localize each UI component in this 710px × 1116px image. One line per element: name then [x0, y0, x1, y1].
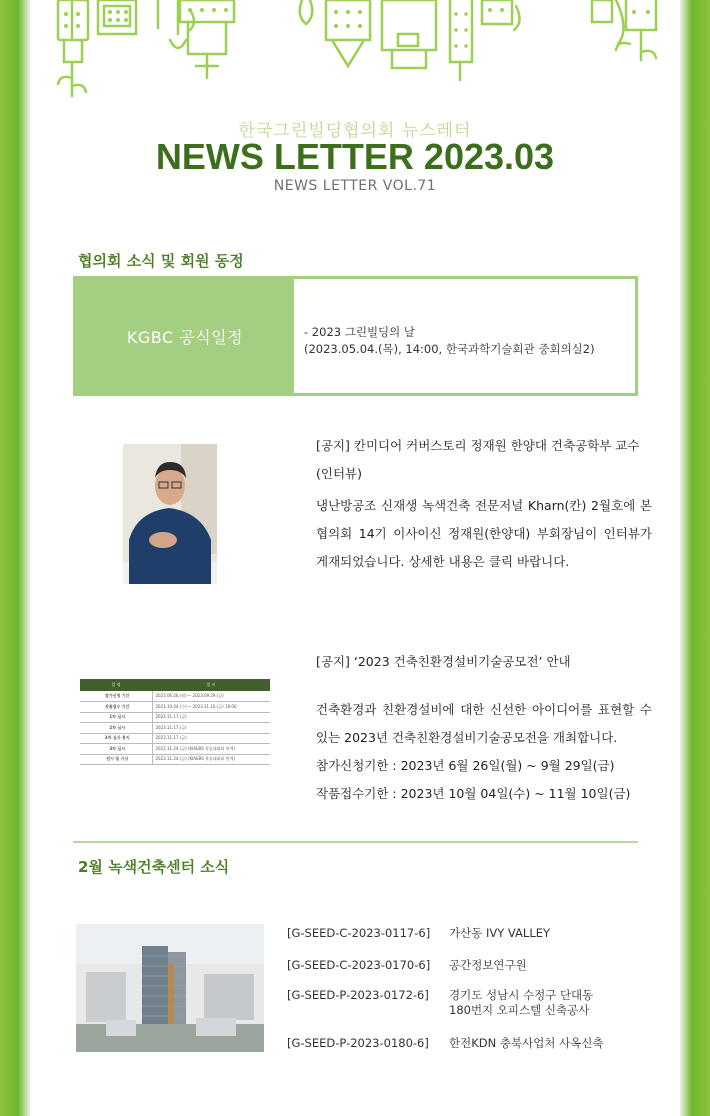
table-row	[80, 744, 270, 755]
kgbc-schedule-box[interactable]	[73, 276, 638, 396]
certification-code: [G-SEED-P-2023-0172-6]	[287, 988, 429, 1002]
table-cell: 전시 및 시상	[80, 754, 152, 765]
certification-code: [G-SEED-P-2023-0180-6]	[287, 1036, 429, 1050]
table-row	[80, 723, 270, 734]
table-cell: 1차 심사	[80, 712, 152, 723]
certification-item[interactable]	[287, 1036, 604, 1051]
table-cell: 2023.10.04.(수) ~ 2023.11.10.(금) 18:00	[152, 702, 270, 713]
building-rendering-image[interactable]	[76, 924, 264, 1052]
table-cell: 3차 심사	[80, 744, 152, 755]
notice-interview[interactable]	[316, 432, 652, 576]
certification-name: 가산동 IVY VALLEY	[449, 926, 551, 940]
certification-name-line2: 180번지 오피스텔 신축공사	[449, 1003, 590, 1017]
schedule-line-2: (2023.05.04.(목), 14:00, 한국과학기술회관 중회의실2)	[304, 342, 595, 356]
certification-item[interactable]	[287, 958, 527, 973]
certification-code: [G-SEED-C-2023-0117-6]	[287, 926, 431, 940]
notice-interview-title: [공지] 칸미디어 커버스토리 정재원 한양대 건축공학부 교수 (인터뷰)	[316, 438, 640, 481]
header-illustration	[30, 0, 680, 110]
table-cell: 2023.11.24.(금) (KIAEBS 학술대회와 연계)	[152, 744, 270, 755]
notice-contest-submit: 작품접수기한 : 2023년 10월 04일(수) ~ 11월 10일(금)	[316, 786, 631, 801]
interview-photo[interactable]	[123, 444, 217, 584]
table-header-date: 일 시	[152, 679, 270, 691]
table-row	[80, 754, 270, 765]
certification-code: [G-SEED-C-2023-0170-6]	[287, 958, 431, 972]
notice-contest-body: 건축환경과 친환경설비에 대한 신선한 아이디어를 표현할 수 있는 2023년 건축친환경설비기술공모전을 개최합니다.	[316, 702, 652, 745]
table-cell: 3차 심사 통지	[80, 733, 152, 744]
schedule-content	[294, 279, 635, 393]
table-header-schedule: 일 정	[80, 679, 152, 691]
section-title-association-news: 협의회 소식 및 회원 동정	[78, 252, 244, 270]
newsletter-page	[30, 0, 680, 1116]
certification-item[interactable]	[287, 926, 550, 941]
certification-item[interactable]	[287, 988, 593, 1018]
table-cell: 2023.11.17.(금)	[152, 723, 270, 734]
table-cell: 2023.11.17.(금)	[152, 712, 270, 723]
table-cell: 2차 심사	[80, 723, 152, 734]
certification-name: 한전KDN 충북사업처 사옥신축	[449, 1036, 604, 1050]
certification-name-group	[449, 988, 593, 1018]
table-row	[80, 712, 270, 723]
table-cell: 작품접수 기간	[80, 702, 152, 713]
newsletter-subtitle: 한국그린빌딩협의회 뉴스레터	[238, 121, 472, 141]
notice-contest[interactable]	[316, 648, 652, 808]
notice-contest-title: [공지] ‘2023 건축친환경설비기술공모전’ 안내	[316, 654, 571, 669]
notice-interview-body: 냉난방공조 신재생 녹색건축 전문저널 Kharn(칸) 2월호에 본 협의회 14기 이사이신 정재원(한양대) 부회장님이 인터뷰가 게재되었습니다. 상세한 내용은 클릭 바랍니다.	[316, 498, 652, 569]
newsletter-volume: NEWS LETTER VOL.71	[273, 178, 437, 194]
schedule-line-1: - 2023 그린빌딩의 날	[304, 325, 416, 339]
certification-name: 경기도 성남시 수정구 단대동	[449, 988, 594, 1002]
schedule-label: KGBC 공식일정	[76, 279, 294, 393]
certification-name: 공간정보연구원	[449, 958, 527, 972]
table-row	[80, 733, 270, 744]
table-cell: 2023.11.24.(금) (KIAEBS 학술대회와 연계)	[152, 754, 270, 765]
table-cell: 2023.06.26.(월) ~ 2023.09.29.(금)	[152, 691, 270, 702]
table-row	[80, 702, 270, 713]
newsletter-title: NEWS LETTER 2023.03	[155, 136, 555, 177]
notice-contest-apply: 참가신청기한 : 2023년 6월 26일(월) ~ 9월 29일(금)	[316, 758, 615, 773]
section-title-green-building-center: 2월 녹색건축센터 소식	[78, 858, 230, 876]
table-cell: 참가신청 기간	[80, 691, 152, 702]
contest-schedule-table[interactable]	[80, 679, 270, 765]
table-row	[80, 691, 270, 702]
table-cell: 2023.11.17.(금)	[152, 733, 270, 744]
section-divider	[73, 841, 638, 843]
